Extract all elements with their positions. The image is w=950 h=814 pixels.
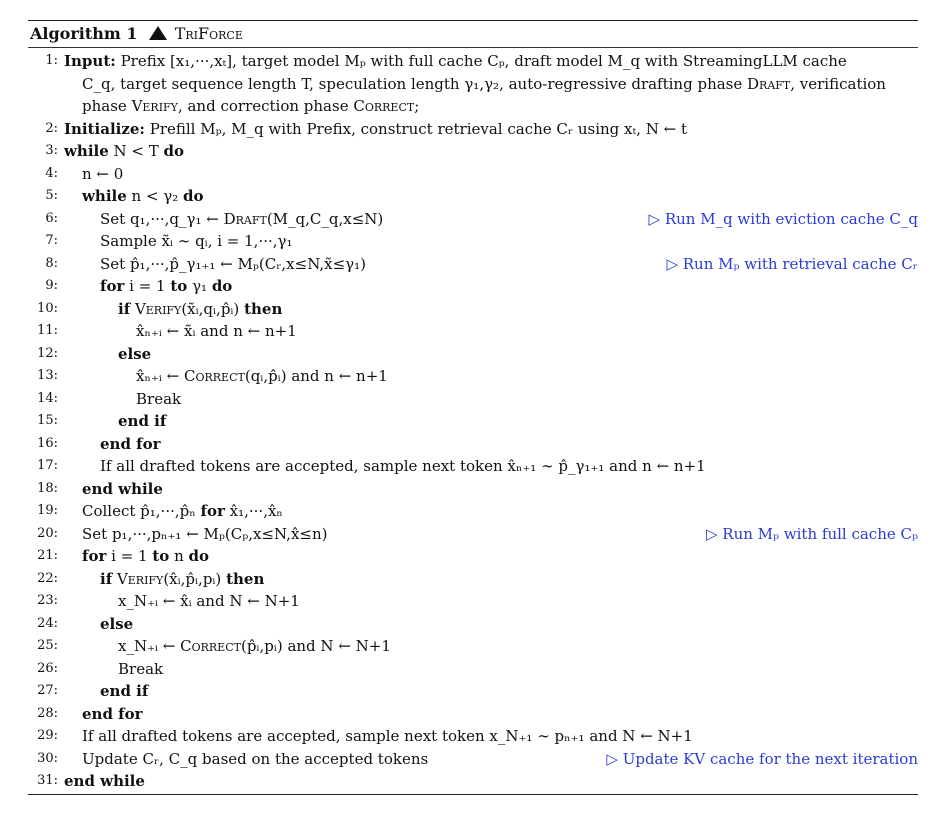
line-text: C_q, target sequence length T, speculation length γ₁,γ₂, auto-regressive drafting phase Draft, verification — [82, 74, 886, 93]
line-number: 27: — [37, 683, 58, 698]
line-comment: ▷ Run M_q with eviction cache C_q — [648, 209, 918, 228]
line-comment: ▷ Run Mₚ with retrieval cache Cᵣ — [666, 254, 918, 273]
algorithm-label: Algorithm 1 — [30, 24, 138, 43]
algorithm-caption — [28, 21, 918, 47]
line-text: x_N₊ᵢ ← Correct(p̂ᵢ,pᵢ) and N ← N+1 — [118, 637, 391, 655]
line-text: for i = 1 to n do — [82, 547, 209, 565]
line-number: 10: — [37, 300, 58, 316]
line-text: end if — [100, 682, 149, 700]
line-text: end for — [100, 434, 161, 453]
line-number: 26: — [37, 660, 58, 676]
line-number: 5: — [45, 188, 58, 203]
line-number: 24: — [37, 615, 58, 631]
line-text: Update Cᵣ, C_q based on the accepted tokens — [82, 749, 429, 768]
line-number: 19: — [37, 503, 58, 518]
algorithm-block — [28, 20, 918, 795]
line-comment: ▷ Run Mₚ with full cache Cₚ — [705, 524, 918, 543]
line-text: else — [100, 614, 134, 633]
line-number: 16: — [37, 435, 58, 451]
line-text: end while — [64, 772, 145, 790]
line-text: If all drafted tokens are accepted, sample next token x̂ₙ₊₁ ∼ p̂_γ₁₊₁ and n ← n+1 — [100, 457, 706, 475]
line-text: if Verify(x̂ᵢ,p̂ᵢ,pᵢ) then — [100, 569, 265, 588]
line-text: if Verify(x̃ᵢ,qᵢ,p̂ᵢ) then — [118, 299, 283, 318]
line-number: 13: — [37, 368, 58, 383]
line-comment: ▷ Update KV cache for the next iteration — [606, 749, 918, 768]
algorithm-lines — [28, 48, 918, 792]
line-number: 22: — [37, 570, 58, 586]
line-text: else — [118, 344, 152, 363]
line-number: 17: — [37, 458, 58, 473]
line-text: Break — [136, 389, 182, 408]
line-number: 31: — [37, 773, 58, 788]
line-text: Set p₁,···,pₙ₊₁ ← Mₚ(Cₚ,x≤N,x̂≤n) — [82, 524, 328, 543]
line-number: 9: — [45, 278, 58, 293]
line-text: x̂ₙ₊ᵢ ← x̃ᵢ and n ← n+1 — [136, 322, 297, 340]
line-number: 11: — [37, 323, 58, 338]
line-number: 23: — [37, 593, 58, 608]
line-text: Break — [118, 659, 164, 678]
triforce-logo-icon — [149, 26, 167, 40]
line-text: If all drafted tokens are accepted, sample next token x_N₊₁ ∼ pₙ₊₁ and N ← N+1 — [82, 727, 693, 745]
line-text: x̂ₙ₊ᵢ ← Correct(qᵢ,p̂ᵢ) and n ← n+1 — [136, 367, 388, 385]
line-number: 2: — [45, 120, 58, 136]
line-text: n ← 0 — [82, 164, 124, 183]
line-text: Set q₁,···,q_γ₁ ← Draft(M_q,C_q,x≤N) — [100, 209, 384, 228]
line-number: 28: — [37, 705, 58, 721]
line-text: end if — [118, 412, 167, 430]
line-text: for i = 1 to γ₁ do — [100, 277, 233, 295]
line-text: Collect p̂₁,···,p̂ₙ for x̂₁,···,x̂ₙ — [82, 502, 283, 520]
line-text: Set p̂₁,···,p̂_γ₁₊₁ ← Mₚ(Cᵣ,x≤N,x̃≤γ₁) — [100, 254, 367, 273]
line-number: 3: — [45, 143, 58, 158]
line-number: 15: — [37, 413, 58, 428]
line-number: 18: — [37, 480, 58, 496]
line-text: end for — [82, 704, 143, 723]
line-number: 7: — [45, 233, 58, 248]
line-number: 30: — [37, 750, 58, 766]
line-number: 8: — [45, 255, 58, 271]
line-number: 21: — [37, 548, 58, 563]
line-number: 14: — [37, 390, 58, 406]
line-text: Input: Prefix [x₁,···,xₜ], target model Mₚ with full cache Cₚ, draft model M_q with StreamingLLM cache — [64, 52, 847, 70]
line-text: phase Verify, and correction phase Correct; — [82, 97, 420, 115]
algorithm-name: TriForce — [174, 24, 243, 43]
bottom-rule — [28, 794, 918, 795]
line-number: 29: — [37, 728, 58, 743]
line-number: 6: — [45, 210, 58, 226]
line-text: x_N₊ᵢ ← x̂ᵢ and N ← N+1 — [118, 592, 300, 610]
line-number: 20: — [37, 525, 58, 541]
line-number: 1: — [45, 53, 58, 68]
line-text: while n < γ₂ do — [82, 187, 204, 205]
line-number: 4: — [45, 165, 58, 181]
line-text: Sample x̃ᵢ ∼ qᵢ, i = 1,···,γ₁ — [100, 232, 293, 250]
line-number: 25: — [37, 638, 58, 653]
line-text: while N < T do — [64, 142, 185, 160]
line-number: 12: — [37, 345, 58, 361]
line-text: Initialize: Prefill Mₚ, M_q with Prefix, construct retrieval cache Cᵣ using xₜ, N ← t — [64, 119, 687, 138]
line-text: end while — [82, 479, 163, 498]
